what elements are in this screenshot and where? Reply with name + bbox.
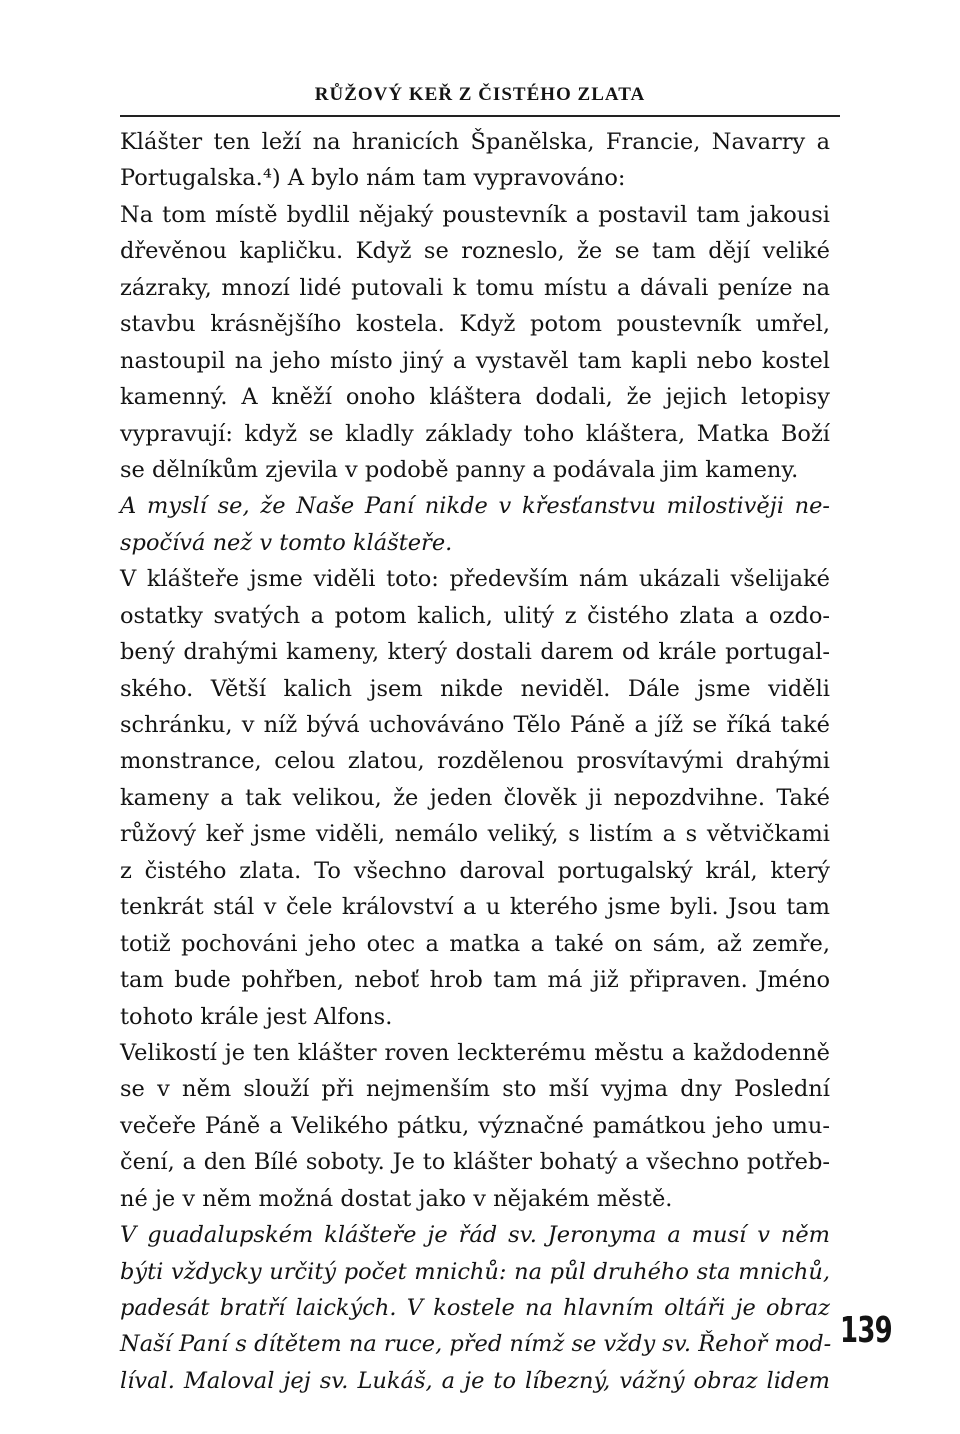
text-line: se v něm slouží při nejmenším sto mší vyjma dny Poslední (120, 1076, 830, 1103)
text-line: stavbu krásnějšího kostela. Když potom poustevník umřel, (120, 311, 830, 338)
text-line: vypravují: když se kladly základy toho kláštera, Matka Boží (120, 420, 830, 447)
text-line: V guadalupském klášteře je řád sv. Jeronyma a musí v něm (120, 1222, 830, 1249)
text-line: tam bude pohřben, neboť hrob tam má již připraven. Jméno (120, 967, 830, 994)
page-number: 139 (840, 1310, 892, 1351)
text-line: spočívá než v tomto klášteře. (120, 529, 453, 556)
header-rule (120, 115, 840, 117)
text-line: kamenný. A kněží onoho kláštera dodali, že jejich letopisy (120, 384, 830, 411)
text-line: z čistého zlata. To všechno daroval portugalský král, který (120, 857, 830, 884)
text-line: Klášter ten leží na hranicích Španělska, Francie, Navarry a (120, 129, 830, 155)
text-line: večeře Páně a Velikého pátku, význačné památkou jeho umu- (120, 1112, 830, 1139)
text-line: nastoupil na jeho místo jiný a vystavěl tam kapli nebo kostel (120, 347, 830, 374)
text-line: zázraky, mnozí lidé putovali k tomu místu a dávali peníze na (120, 274, 830, 301)
text-line: dřevěnou kapličku. Když se rozneslo, že se tam dějí veliké (120, 238, 830, 265)
body-text (120, 124, 830, 1399)
text-line: ostatky svatých a potom kalich, ulitý z čistého zlata a ozdo- (120, 602, 830, 629)
running-head: RŮŽOVÝ KEŘ Z ČISTÉHO ZLATA (314, 84, 646, 105)
text-line: schránku, v níž bývá uchováváno Tělo Páně a jíž se říká také (120, 712, 830, 738)
text-line: totiž pochováni jeho otec a matka a také on sám, až zemře, (120, 930, 830, 957)
text-line: bený drahými kameny, který dostali darem od krále portugal- (120, 639, 830, 666)
text-line: se dělníkům zjevila v podobě panny a podávala jim kameny. (120, 456, 799, 483)
text-line: kameny a tak velikou, že jeden člověk ji nepozdvihne. Také (120, 784, 830, 811)
text-line: A myslí se, že Naše Paní nikde v křesťanstvu milostivěji ne- (120, 493, 830, 520)
text-line: růžový keř jsme viděli, nemálo veliký, s listím a s větvičkami (120, 821, 830, 848)
text-line: ského. Větší kalich jsem nikde neviděl. Dále jsme viděli (120, 675, 830, 702)
text-line: líval. Maloval jej sv. Lukáš, a je to líbezný, vážný obraz lidem (120, 1367, 830, 1394)
text-line: monstrance, celou zlatou, rozdělenou prosvítavými drahými (120, 748, 830, 775)
text-line: V klášteře jsme viděli toto: především nám ukázali všelijaké (120, 566, 830, 593)
text-line: né je v něm možná dostat jako v nějakém městě. (120, 1185, 673, 1212)
text-line: Velikostí je ten klášter roven leckterému městu a každodenně (120, 1039, 830, 1066)
text-line: Naší Paní s dítětem na ruce, před nímž se vždy sv. Řehoř mod- (120, 1331, 832, 1358)
text-line: tohoto krále jest Alfons. (120, 1003, 393, 1030)
text-line: čení, a den Bílé soboty. Je to klášter bohatý a všechno potřeb- (120, 1149, 830, 1176)
text-line: tenkrát stál v čele království a u kterého jsme byli. Jsou tam (120, 894, 830, 921)
text-line: Na tom místě bydlil nějaký poustevník a postavil tam jakousi (120, 201, 830, 228)
text-line: býti vždycky určitý počet mnichů: na půl druhého sta mnichů, (120, 1258, 830, 1285)
text-line: Portugalska.⁴) A bylo nám tam vypravováno: (120, 165, 626, 192)
text-line: padesát bratří laických. V kostele na hlavním oltáři je obraz (120, 1295, 830, 1321)
